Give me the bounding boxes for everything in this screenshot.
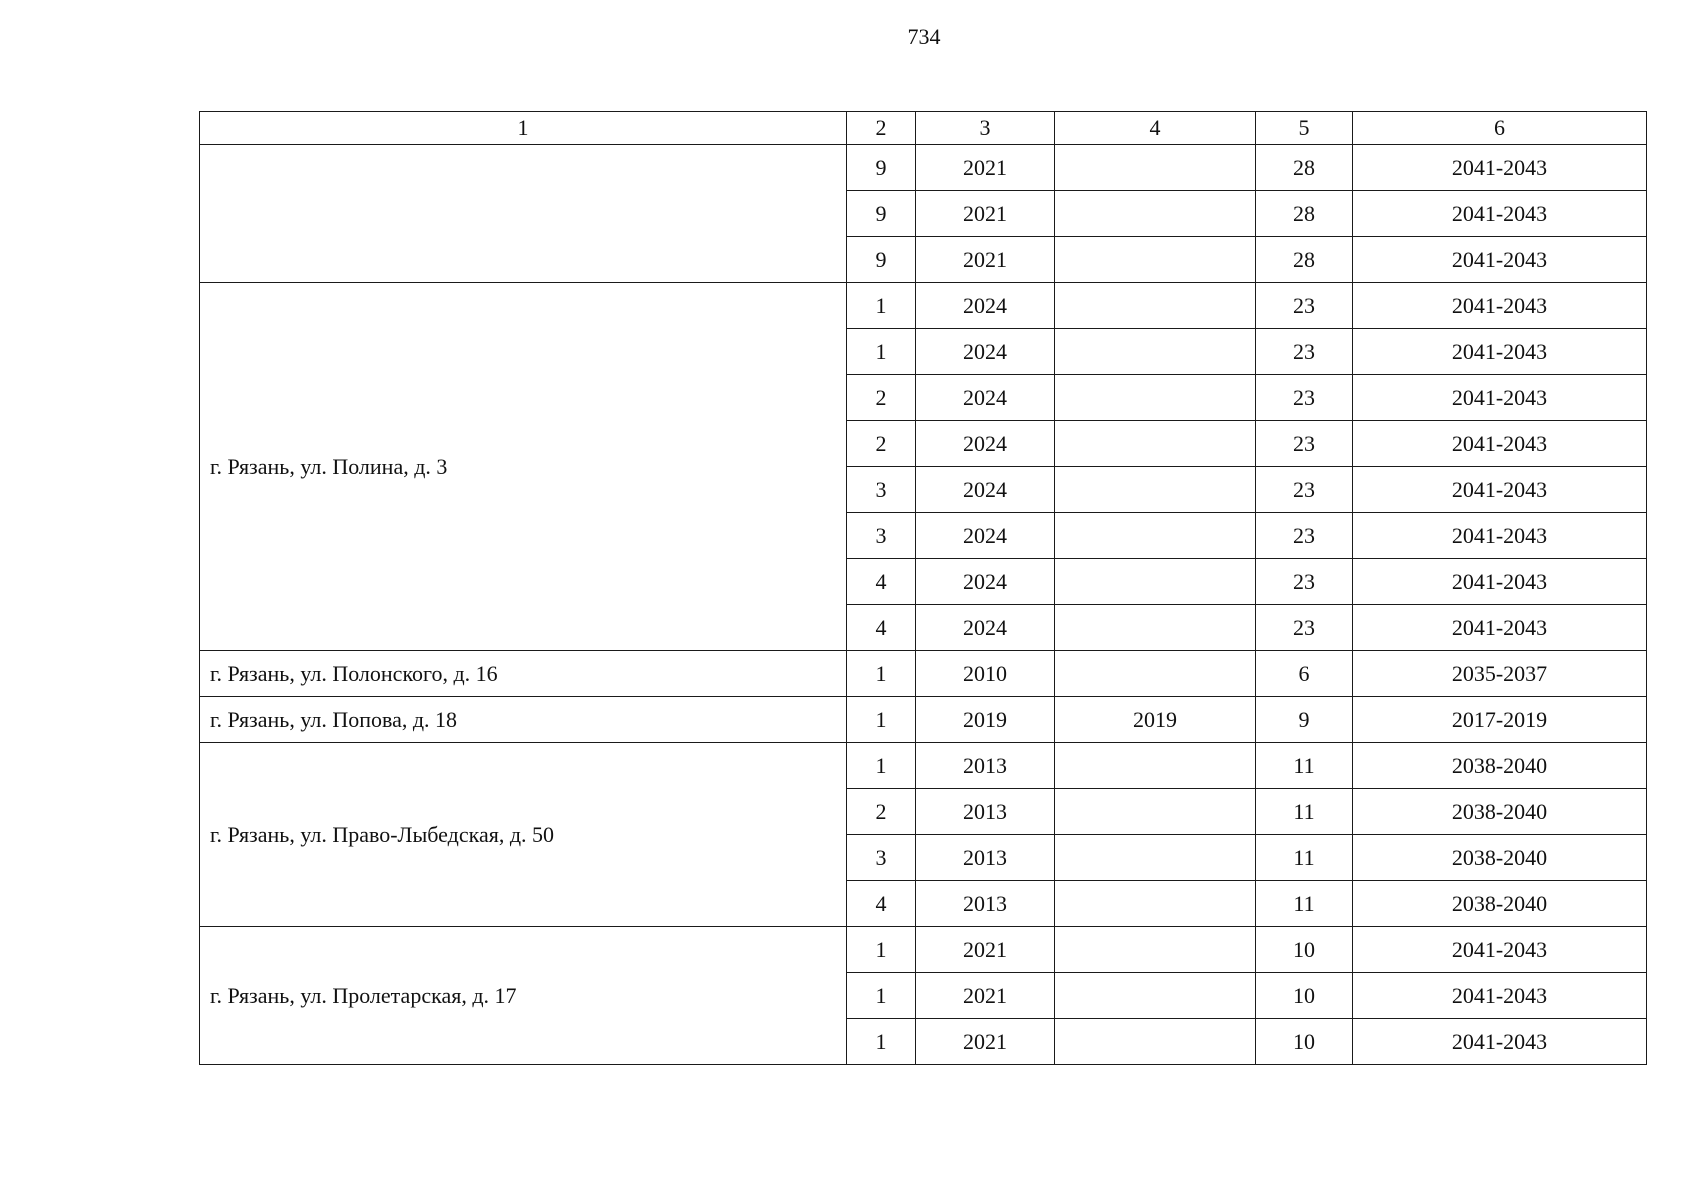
count-value-cell: 11 [1256, 835, 1353, 881]
period-value-cell: 2041-2043 [1353, 973, 1647, 1019]
completion-year-cell [1055, 421, 1256, 467]
year-value-cell: 2024 [916, 421, 1055, 467]
entrance-number-cell: 1 [847, 743, 916, 789]
period-value-cell: 2041-2043 [1353, 421, 1647, 467]
address-cell [200, 145, 847, 283]
column-header: 3 [916, 112, 1055, 145]
count-value-cell: 23 [1256, 283, 1353, 329]
column-header: 2 [847, 112, 916, 145]
count-value-cell: 23 [1256, 605, 1353, 651]
year-value-cell: 2010 [916, 651, 1055, 697]
entrance-number-cell: 1 [847, 329, 916, 375]
count-value-cell: 23 [1256, 375, 1353, 421]
entrance-number-cell: 3 [847, 467, 916, 513]
period-value-cell: 2038-2040 [1353, 835, 1647, 881]
count-value-cell: 28 [1256, 191, 1353, 237]
year-value-cell: 2024 [916, 283, 1055, 329]
period-value-cell: 2041-2043 [1353, 605, 1647, 651]
completion-year-cell [1055, 1019, 1256, 1065]
period-value-cell: 2041-2043 [1353, 191, 1647, 237]
year-value-cell: 2013 [916, 835, 1055, 881]
year-value-cell: 2021 [916, 1019, 1055, 1065]
completion-year-cell [1055, 559, 1256, 605]
entrance-number-cell: 3 [847, 835, 916, 881]
period-value-cell: 2041-2043 [1353, 559, 1647, 605]
table-body [200, 112, 1647, 1065]
count-value-cell: 11 [1256, 743, 1353, 789]
count-value-cell: 6 [1256, 651, 1353, 697]
completion-year-cell [1055, 375, 1256, 421]
period-value-cell: 2038-2040 [1353, 743, 1647, 789]
address-cell: г. Рязань, ул. Пролетарская, д. 17 [200, 927, 847, 1065]
count-value-cell: 23 [1256, 421, 1353, 467]
completion-year-cell: 2019 [1055, 697, 1256, 743]
year-value-cell: 2024 [916, 375, 1055, 421]
completion-year-cell [1055, 237, 1256, 283]
address-cell: г. Рязань, ул. Право-Лыбедская, д. 50 [200, 743, 847, 927]
column-header: 1 [200, 112, 847, 145]
entrance-number-cell: 1 [847, 927, 916, 973]
completion-year-cell [1055, 329, 1256, 375]
year-value-cell: 2021 [916, 973, 1055, 1019]
year-value-cell: 2021 [916, 927, 1055, 973]
table-header-row [200, 112, 1647, 145]
period-value-cell: 2041-2043 [1353, 375, 1647, 421]
completion-year-cell [1055, 513, 1256, 559]
completion-year-cell [1055, 191, 1256, 237]
entrance-number-cell: 1 [847, 651, 916, 697]
completion-year-cell [1055, 651, 1256, 697]
count-value-cell: 10 [1256, 1019, 1353, 1065]
entrance-number-cell: 1 [847, 973, 916, 1019]
count-value-cell: 23 [1256, 467, 1353, 513]
period-value-cell: 2038-2040 [1353, 881, 1647, 927]
column-header: 4 [1055, 112, 1256, 145]
column-header: 5 [1256, 112, 1353, 145]
entrance-number-cell: 2 [847, 375, 916, 421]
page-number: 734 [907, 24, 941, 49]
year-value-cell: 2021 [916, 145, 1055, 191]
count-value-cell: 11 [1256, 881, 1353, 927]
year-value-cell: 2019 [916, 697, 1055, 743]
entrance-number-cell: 1 [847, 283, 916, 329]
period-value-cell: 2041-2043 [1353, 513, 1647, 559]
period-value-cell: 2041-2043 [1353, 1019, 1647, 1065]
completion-year-cell [1055, 283, 1256, 329]
completion-year-cell [1055, 467, 1256, 513]
period-value-cell: 2041-2043 [1353, 237, 1647, 283]
entrance-number-cell: 1 [847, 697, 916, 743]
column-header: 6 [1353, 112, 1647, 145]
entrance-number-cell: 3 [847, 513, 916, 559]
address-cell: г. Рязань, ул. Попова, д. 18 [200, 697, 847, 743]
completion-year-cell [1055, 743, 1256, 789]
year-value-cell: 2024 [916, 605, 1055, 651]
period-value-cell: 2041-2043 [1353, 145, 1647, 191]
table-row [200, 927, 1647, 973]
count-value-cell: 23 [1256, 559, 1353, 605]
year-value-cell: 2024 [916, 559, 1055, 605]
period-value-cell: 2041-2043 [1353, 927, 1647, 973]
year-value-cell: 2024 [916, 513, 1055, 559]
table-row [200, 697, 1647, 743]
entrance-number-cell: 9 [847, 191, 916, 237]
table-row [200, 283, 1647, 329]
completion-year-cell [1055, 881, 1256, 927]
year-value-cell: 2013 [916, 789, 1055, 835]
address-cell: г. Рязань, ул. Полонского, д. 16 [200, 651, 847, 697]
entrance-number-cell: 4 [847, 881, 916, 927]
count-value-cell: 11 [1256, 789, 1353, 835]
year-value-cell: 2024 [916, 329, 1055, 375]
period-value-cell: 2038-2040 [1353, 789, 1647, 835]
completion-year-cell [1055, 927, 1256, 973]
entrance-number-cell: 1 [847, 1019, 916, 1065]
completion-year-cell [1055, 973, 1256, 1019]
count-value-cell: 23 [1256, 329, 1353, 375]
data-table [199, 111, 1647, 1065]
completion-year-cell [1055, 789, 1256, 835]
count-value-cell: 28 [1256, 237, 1353, 283]
period-value-cell: 2041-2043 [1353, 329, 1647, 375]
period-value-cell: 2041-2043 [1353, 283, 1647, 329]
count-value-cell: 9 [1256, 697, 1353, 743]
year-value-cell: 2021 [916, 237, 1055, 283]
table-row [200, 651, 1647, 697]
year-value-cell: 2013 [916, 881, 1055, 927]
entrance-number-cell: 2 [847, 421, 916, 467]
address-cell: г. Рязань, ул. Полина, д. 3 [200, 283, 847, 651]
year-value-cell: 2013 [916, 743, 1055, 789]
count-value-cell: 10 [1256, 927, 1353, 973]
count-value-cell: 10 [1256, 973, 1353, 1019]
completion-year-cell [1055, 145, 1256, 191]
year-value-cell: 2024 [916, 467, 1055, 513]
table-row [200, 743, 1647, 789]
entrance-number-cell: 4 [847, 559, 916, 605]
year-value-cell: 2021 [916, 191, 1055, 237]
entrance-number-cell: 2 [847, 789, 916, 835]
completion-year-cell [1055, 835, 1256, 881]
period-value-cell: 2035-2037 [1353, 651, 1647, 697]
entrance-number-cell: 9 [847, 237, 916, 283]
period-value-cell: 2041-2043 [1353, 467, 1647, 513]
completion-year-cell [1055, 605, 1256, 651]
count-value-cell: 23 [1256, 513, 1353, 559]
table-row [200, 145, 1647, 191]
entrance-number-cell: 4 [847, 605, 916, 651]
period-value-cell: 2017-2019 [1353, 697, 1647, 743]
count-value-cell: 28 [1256, 145, 1353, 191]
entrance-number-cell: 9 [847, 145, 916, 191]
